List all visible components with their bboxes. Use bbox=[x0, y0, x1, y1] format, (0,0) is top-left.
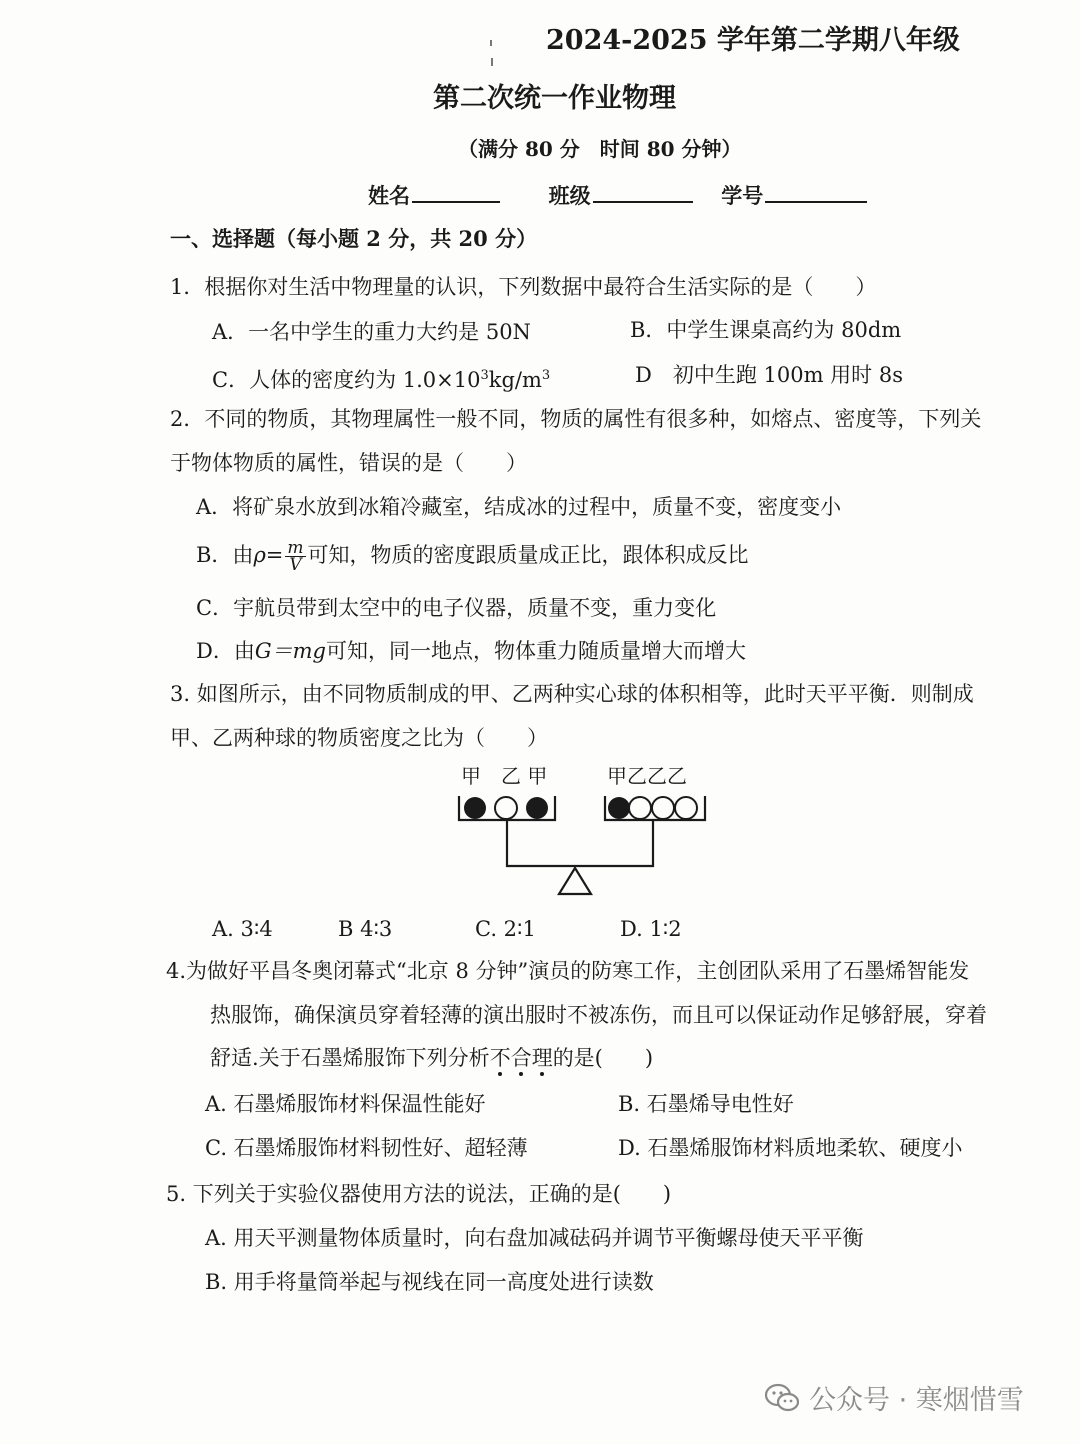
density-fraction bbox=[285, 540, 305, 573]
id-label: 学号 bbox=[721, 183, 764, 208]
q1-c-text: C．人体的密度约为 1.0×10 bbox=[212, 368, 481, 392]
q1-option-d[interactable]: D 初中生跑 100m 用时 8s bbox=[635, 363, 903, 387]
q5-stem: 5. 下列关于实验仪器使用方法的说法，正确的是( ) bbox=[166, 1182, 672, 1206]
fraction-numerator: m bbox=[287, 538, 304, 558]
q2-d-suffix: 可知，同一地点，物体重力随质量增大而增大 bbox=[325, 639, 746, 663]
equals-sign: = bbox=[265, 543, 284, 567]
wechat-watermark bbox=[765, 1378, 1024, 1417]
fulcrum bbox=[559, 868, 591, 894]
q2-d-prefix: D．由 bbox=[196, 639, 255, 663]
q4-stem-line3 bbox=[210, 1044, 653, 1072]
section-heading: 一、选择题（每小题 2 分，共 20 分） bbox=[170, 226, 538, 251]
q4-stem-end: 的是( ) bbox=[552, 1046, 654, 1070]
q3-stem-line1: 3. 如图所示，由不同物质制成的甲、乙两种实心球的体积相等，此时天平平衡．则制成 bbox=[170, 682, 974, 706]
q1-option-a[interactable]: A．一名中学生的重力大约是 50N bbox=[212, 320, 531, 344]
name-field[interactable] bbox=[412, 181, 500, 203]
q5-option-a[interactable]: A. 用天平测量物体质量时，向右盘加减砝码并调节平衡螺母使天平平衡 bbox=[205, 1226, 864, 1250]
balance-beam bbox=[507, 820, 653, 866]
q2-stem-line1: 2．不同的物质，其物理属性一般不同，物质的属性有很多种，如熔点、密度等，下列关 bbox=[170, 407, 982, 431]
q1-c-unit: kg/m bbox=[488, 368, 542, 392]
q2-option-a[interactable]: A．将矿泉水放到冰箱冷藏室，结成冰的过程中，质量不变，密度变小 bbox=[196, 495, 842, 519]
q4-stem-line2: 热服饰，确保演员穿着轻薄的演出服时不被冻伤，而且可以保证动作足够舒展，穿着 bbox=[210, 1003, 987, 1027]
q5-option-b[interactable]: B. 用手将量筒举起与视线在同一高度处进行读数 bbox=[205, 1270, 654, 1294]
q4-option-d[interactable]: D. 石墨烯服饰材料质地柔软、硬度小 bbox=[618, 1136, 963, 1160]
class-label: 班级 bbox=[548, 183, 591, 208]
emphasis-char: 不 bbox=[489, 1046, 511, 1070]
scan-mark bbox=[490, 40, 492, 46]
q1-option-b[interactable]: B．中学生课桌高约为 80dm bbox=[630, 318, 902, 342]
q2-option-c[interactable]: C．宇航员带到太空中的电子仪器，质量不变，重力变化 bbox=[196, 596, 717, 620]
q1-option-c[interactable] bbox=[212, 362, 550, 394]
emphasis-char: 合 bbox=[510, 1046, 532, 1070]
class-field[interactable] bbox=[593, 181, 693, 203]
q4-option-a[interactable]: A. 石墨烯服饰材料保温性能好 bbox=[205, 1092, 486, 1116]
q4-stem-line1: 4.为做好平昌冬奥闭幕式“北京 8 分钟”演员的防寒工作，主创团队采用了石墨烯智能发 bbox=[166, 959, 970, 983]
exam-title-line1: 2024-2025 学年第二学期八年级 bbox=[546, 25, 960, 56]
name-label: 姓名 bbox=[368, 183, 410, 208]
q3-option-d[interactable]: D. 1∶2 bbox=[620, 917, 682, 941]
scan-mark bbox=[491, 58, 493, 66]
emphasis-char: 理 bbox=[531, 1046, 553, 1070]
left-pan-labels: 甲 乙 甲 bbox=[461, 764, 548, 788]
q4-option-b[interactable]: B. 石墨烯导电性好 bbox=[618, 1092, 794, 1116]
ball-yi bbox=[652, 797, 674, 819]
q2-b-suffix: 可知，物质的密度跟质量成正比，跟体积成反比 bbox=[307, 543, 749, 567]
q1-stem: 1．根据你对生活中物理量的认识，下列数据中最符合生活实际的是（ ） bbox=[170, 275, 877, 299]
student-info-row bbox=[368, 181, 867, 210]
q3-option-b[interactable]: B 4∶3 bbox=[338, 917, 393, 941]
q2-option-b[interactable] bbox=[196, 540, 749, 573]
q3-option-a[interactable]: A. 3∶4 bbox=[212, 917, 273, 941]
student-id-field[interactable] bbox=[765, 181, 867, 203]
q1-c-exponent: 3 bbox=[480, 368, 489, 383]
q2-option-d[interactable] bbox=[196, 637, 746, 665]
score-time-note: （满分 80 分 时间 80 分钟） bbox=[458, 137, 742, 161]
watermark-text: 公众号 · 寒烟惜雪 bbox=[809, 1385, 1024, 1416]
q2-stem-line2: 于物体物质的属性，错误的是（ ） bbox=[170, 451, 527, 475]
gravity-formula: G＝mg bbox=[254, 639, 326, 663]
q3-stem-line2: 甲、乙两种球的物质密度之比为（ ） bbox=[170, 726, 548, 750]
balance-scale-drawing bbox=[455, 760, 720, 900]
ball-yi bbox=[629, 797, 651, 819]
q3-option-c[interactable]: C. 2∶1 bbox=[475, 917, 536, 941]
rho-symbol: ρ bbox=[253, 543, 266, 567]
balance-scale-figure bbox=[455, 760, 720, 900]
right-pan-labels: 甲乙乙乙 bbox=[607, 764, 687, 788]
q4-option-c[interactable]: C. 石墨烯服饰材料韧性好、超轻薄 bbox=[205, 1136, 528, 1160]
ball-jia bbox=[526, 797, 548, 819]
wechat-icon bbox=[765, 1383, 799, 1413]
ball-jia bbox=[608, 797, 630, 819]
ball-jia bbox=[464, 797, 486, 819]
q2-b-prefix: B．由 bbox=[196, 543, 254, 567]
ball-yi bbox=[495, 797, 517, 819]
q4-stem-text: 舒适.关于石墨烯服饰下列分析 bbox=[210, 1046, 490, 1070]
ball-yi bbox=[675, 797, 697, 819]
q1-c-unit-exponent: 3 bbox=[541, 368, 551, 383]
fraction-denominator: V bbox=[289, 555, 302, 575]
exam-title-line2: 第二次统一作业物理 bbox=[433, 83, 676, 114]
